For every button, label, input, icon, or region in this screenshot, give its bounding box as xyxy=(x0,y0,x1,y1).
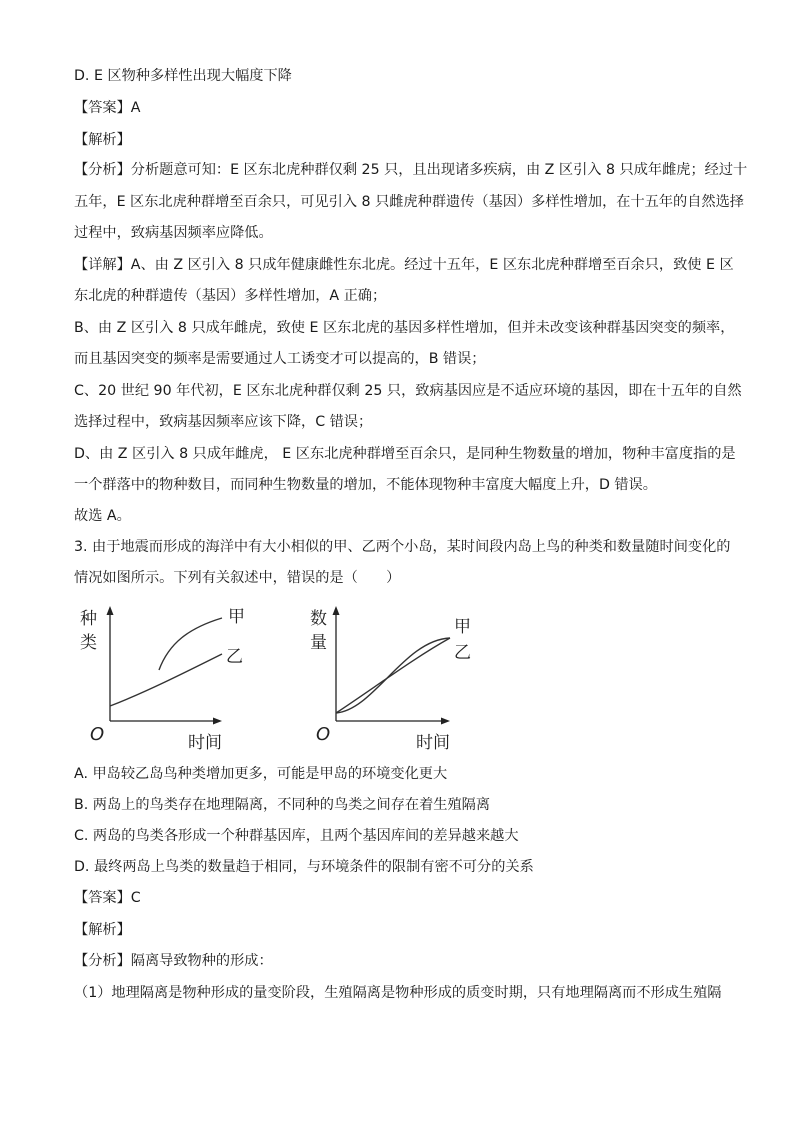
text-line-6: 过程中，致病基因频率应降低。 xyxy=(74,225,273,241)
text-line-24: 【分析】隔离导致物种的形成： xyxy=(74,953,273,969)
text-line-13: D、由 Z 区引入 8 只成年雌虎， E 区东北虎种群增至百余只，是同种生物数量的增加，物种丰富度指的是 xyxy=(74,446,736,462)
text-line-8: 东北虎的种群遗传（基因）多样性增加，A 正确； xyxy=(74,288,387,304)
graph-species xyxy=(80,606,245,753)
x-label-left: 时间 xyxy=(188,733,222,753)
question-3-stem-line-2: 情况如图所示。下列有关叙述中，错误的是（ ） xyxy=(74,570,401,586)
curve-yi-right xyxy=(336,638,450,713)
text-line-1: D. E 区物种多样性出现大幅度下降 xyxy=(74,68,292,84)
option-c: C. 两岛的鸟类各形成一个种群基因库，且两个基因库间的差异越来越大 xyxy=(74,828,519,844)
text-line-10: 而且基因突变的频率是需要通过人工诱变才可以提高的，B 错误； xyxy=(74,351,486,367)
text-line-11: C、20 世纪 90 年代初，E 区东北虎种群仅剩 25 只，致病基因应是不适应环境的基因，即在十五年的自然 xyxy=(74,383,742,399)
text-line-14: 一个群落中的物种数目，而同种生物数量的增加，不能体现物种丰富度大幅度上升，D 错误。 xyxy=(74,477,657,493)
answer-label-2: 【答案】C xyxy=(74,890,141,906)
x-axis-arrow-right xyxy=(441,718,450,725)
text-line-9: B、由 Z 区引入 8 只成年雌虎，致使 E 区东北虎的基因多样性增加，但并未改变该种群基因突变的频率， xyxy=(74,320,735,336)
option-b: B. 两岛上的鸟类存在地理隔离，不同种的鸟类之间存在着生殖隔离 xyxy=(74,797,491,813)
text-line-5: 五年，E 区东北虎种群增至百余只，可见引入 8 只雌虎种群遗传（基因）多样性增加，在十五年的自然选择 xyxy=(74,194,744,210)
text-line-25: （1）地理隔离是物种形成的量变阶段，生殖隔离是物种形成的质变时期，只有地理隔离而不形成生殖隔 xyxy=(74,985,722,1001)
label-jia-left: 甲 xyxy=(228,607,245,627)
text-line-15: 故选 A。 xyxy=(74,508,131,524)
text-line-4: 【分析】分析题意可知：E 区东北虎种群仅剩 25 只，且出现诸多疾病，由 Z 区引入 8 只成年雌虎；经过十 xyxy=(74,162,748,178)
label-yi-right: 乙 xyxy=(454,643,471,663)
y-label-left-1: 种 xyxy=(80,609,97,629)
y-axis-arrow-left xyxy=(107,606,114,615)
label-jia-right: 甲 xyxy=(454,617,471,637)
x-label-right: 时间 xyxy=(416,733,450,753)
y-axis-arrow-right xyxy=(333,606,340,615)
option-a: A. 甲岛较乙岛鸟种类增加更多，可能是甲岛的环境变化更大 xyxy=(74,766,448,782)
answer-label-1: 【答案】A xyxy=(74,100,141,116)
option-d: D. 最终两岛上鸟类的数量趋于相同，与环境条件的限制有密不可分的关系 xyxy=(74,859,534,875)
question-3-figures xyxy=(74,598,494,758)
graph-quantity xyxy=(310,606,471,753)
graphs-svg xyxy=(74,598,494,758)
origin-left: O xyxy=(90,724,105,745)
origin-right: O xyxy=(316,724,331,745)
analysis-heading-1: 【解析】 xyxy=(74,132,131,148)
curve-yi-left xyxy=(110,654,222,706)
x-axis-arrow-left xyxy=(213,718,222,725)
analysis-heading-2: 【解析】 xyxy=(74,922,131,938)
text-line-7: 【详解】A、由 Z 区引入 8 只成年健康雌性东北虎。经过十五年，E 区东北虎种群增至百余只，致使 E 区 xyxy=(74,257,734,273)
y-label-right-1: 数 xyxy=(310,609,327,629)
question-3-stem-line-1: 3. 由于地震而形成的海洋中有大小相似的甲、乙两个小岛，某时间段内岛上鸟的种类和数量随时间变化的 xyxy=(74,539,731,555)
y-label-right-2: 量 xyxy=(310,633,327,653)
label-yi-left: 乙 xyxy=(226,647,243,667)
y-label-left-2: 类 xyxy=(80,633,97,653)
curve-jia-left xyxy=(159,618,222,670)
text-line-12: 选择过程中，致病基因频率应该下降，C 错误； xyxy=(74,414,373,430)
